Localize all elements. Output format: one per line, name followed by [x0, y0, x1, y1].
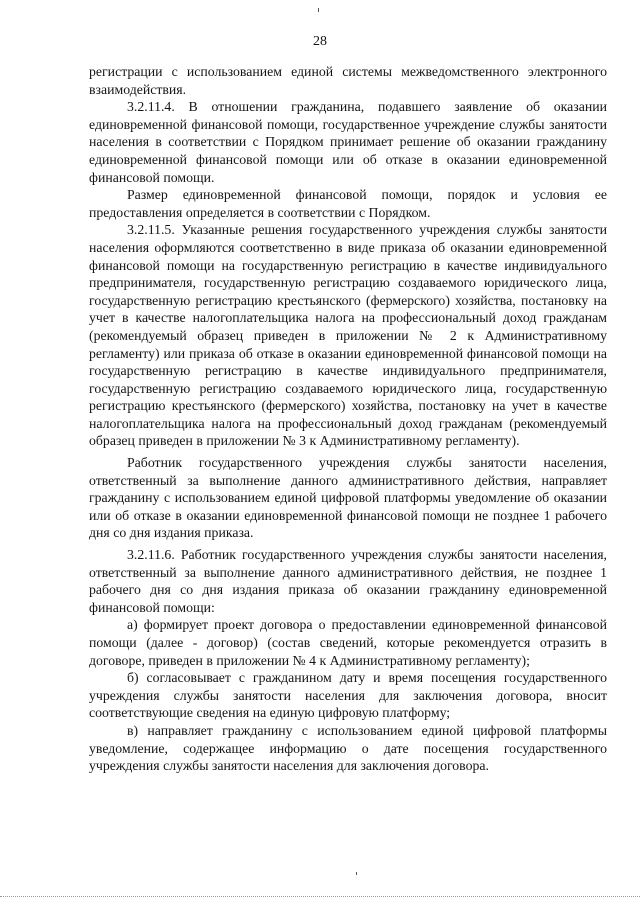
- paragraph: 3.2.11.4. В отношении гражданина, подавшего заявление об оказании единовременной финансовой помощи, государственное учреждение службы занятости населения в соответствии с Порядком принимает решение об оказании гражданину единовременной финансовой помощи или об отказе в оказании единовременной финансовой помощи.: [89, 99, 607, 185]
- list-item: а) формирует проект договора о предоставлении единовременной финансовой помощи (далее - договор) (состав сведений, которые рекомендуется отразить в договоре, приведен в приложении № 4 к Административному регламенту);: [89, 617, 607, 668]
- paragraph: регистрации с использованием единой системы межведомственного электронного взаимодействия.: [89, 64, 607, 97]
- scan-artifact: [318, 8, 319, 12]
- paragraph: Работник государственного учреждения службы занятости населения, ответственный за выполнение данного административного действия, направляет гражданину с использованием единой цифровой платформы уведомление об оказании или об отказе в оказании единовременной финансовой помощи не позднее 1 рабочего дня со дня издания приказа.: [89, 455, 607, 541]
- paragraph: 3.2.11.5. Указанные решения государственного учреждения службы занятости населения оформляются соответственно в виде приказа об оказании единовременной финансовой помощи на государственную регистрацию в качестве индивидуального предпринимателя, государственную регистрацию создаваемого юридического лица, государственную регистрацию крестьянского (фермерского) хозяйства, постановку на учет в качестве налогоплательщика налога на профессиональный доход гражданам (рекомендуемый образец приведен в приложении № 2 к Административному регламенту) или приказа об отказе в оказании единовременной финансовой помощи на государственную регистрацию в качестве индивидуального предпринимателя, государственную регистрацию создаваемого юридического лица, государственную регистрацию крестьянского (фермерского) хозяйства, постановку на учет в качестве налогоплательщика налога на профессиональный доход гражданам (рекомендуемый образец приведен в приложении № 3 к Административному регламенту).: [89, 222, 607, 449]
- scan-artifact: [356, 872, 357, 875]
- page-bottom-edge: [0, 896, 640, 898]
- document-body: [89, 63, 607, 775]
- list-item: б) согласовывает с гражданином дату и время посещения государственного учреждения службы занятости населения для заключения договора, вносит соответствующие сведения на единую цифровую платформу;: [89, 670, 607, 721]
- list-item: в) направляет гражданину с использованием единой цифровой платформы уведомление, содержащее информацию о дате посещения государственного учреждения службы занятости населения для заключения договора.: [89, 722, 607, 774]
- page-number: 28: [313, 34, 327, 49]
- paragraph: Размер единовременной финансовой помощи, порядок и условия ее предоставления определяется в соответствии с Порядком.: [89, 187, 607, 220]
- paragraph: 3.2.11.6. Работник государственного учреждения службы занятости населения, ответственный за выполнение данного административного действия, не позднее 1 рабочего дня со дня издания приказа об оказании гражданину единовременной финансовой помощи:: [89, 547, 607, 615]
